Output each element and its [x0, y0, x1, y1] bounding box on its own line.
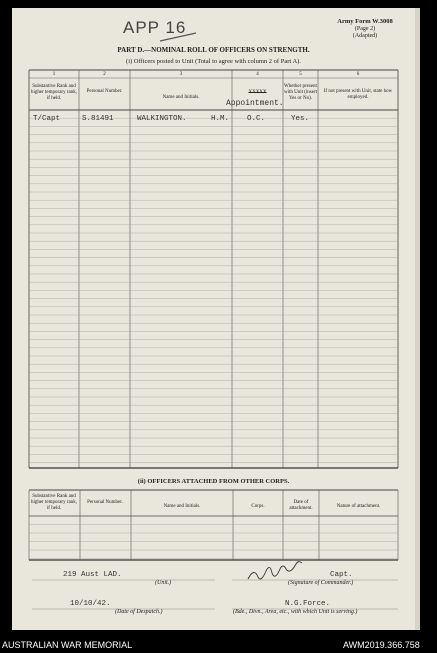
part-ii-title: (ii) OFFICERS ATTACHED FROM OTHER CORPS.: [137, 478, 290, 485]
col-header-employment: If not present with Unit, state how employed.: [323, 89, 393, 100]
attached-header-date: Date of attachment.: [289, 500, 313, 511]
attached-header-corps: Corps.: [251, 504, 265, 509]
despatch-date-label: (Date of Despatch.): [115, 609, 163, 615]
handwritten-reference: APP 16: [123, 18, 187, 37]
rank-value: Capt.: [330, 571, 353, 579]
formation-value: N.G.Force.: [285, 600, 331, 608]
col-header-rank: Substantive Rank and higher temporary rank, if held.: [31, 84, 77, 101]
form-name: Army Form W.3008: [337, 18, 393, 25]
col-num-2: 2: [103, 72, 106, 77]
unit-label: (Unit.): [155, 580, 172, 586]
attached-header-name: Name and Initials.: [163, 504, 201, 509]
row-present: Yes.: [291, 115, 310, 123]
col-header-appointment: Appointment.: [226, 99, 284, 108]
attached-header-number: Personal Number.: [87, 500, 123, 505]
despatch-date-value: 10/10/42.: [70, 600, 111, 608]
form-adapted: (Adapted): [352, 33, 378, 39]
col-header-personal-number: Personal Number.: [86, 89, 123, 94]
col-num-3: 3: [179, 72, 183, 77]
archive-footer: [0, 638, 437, 653]
col-header-struck: XXXXX: [248, 90, 267, 95]
col-header-present: Whether present with Unit (insert Yes or No).: [283, 84, 318, 101]
row-rank: T/Capt: [33, 115, 61, 123]
row-initials: H.M.: [211, 115, 230, 123]
row-name: WALKINGTON.: [137, 115, 187, 123]
col-num-5: 5: [299, 72, 302, 77]
attached-header-nature: Nature of attachment.: [336, 504, 381, 509]
footer-institution: AUSTRALIAN WAR MEMORIAL: [2, 640, 133, 650]
col-num-4: 4: [256, 72, 259, 77]
attached-header-rank: Substantive Rank and higher temporary rank, if held.: [31, 494, 77, 511]
part-d-subtitle: (i) Officers posted to Unit (Total to agree with column 2 of Part A).: [126, 58, 301, 65]
part-d-title: PART D.—NOMINAL ROLL OF OFFICERS ON STRENGTH.: [117, 46, 310, 54]
footer-reference: AWM2019.366.758: [343, 640, 420, 650]
formation-label: (Bde., Divn., Area, etc., with which Unit is serving.): [233, 609, 358, 615]
row-personal-number: S.81491: [82, 115, 114, 123]
row-appointment: O.C.: [247, 115, 266, 123]
commander-label: (Signature of Commander.): [288, 580, 354, 586]
form-page: (Page 2): [354, 26, 376, 32]
unit-value: 219 Aust LAD.: [63, 571, 122, 579]
col-num-1: 1: [52, 72, 56, 77]
col-num-6: 6: [356, 72, 360, 77]
col-header-name: Name and Initials.: [162, 95, 200, 100]
